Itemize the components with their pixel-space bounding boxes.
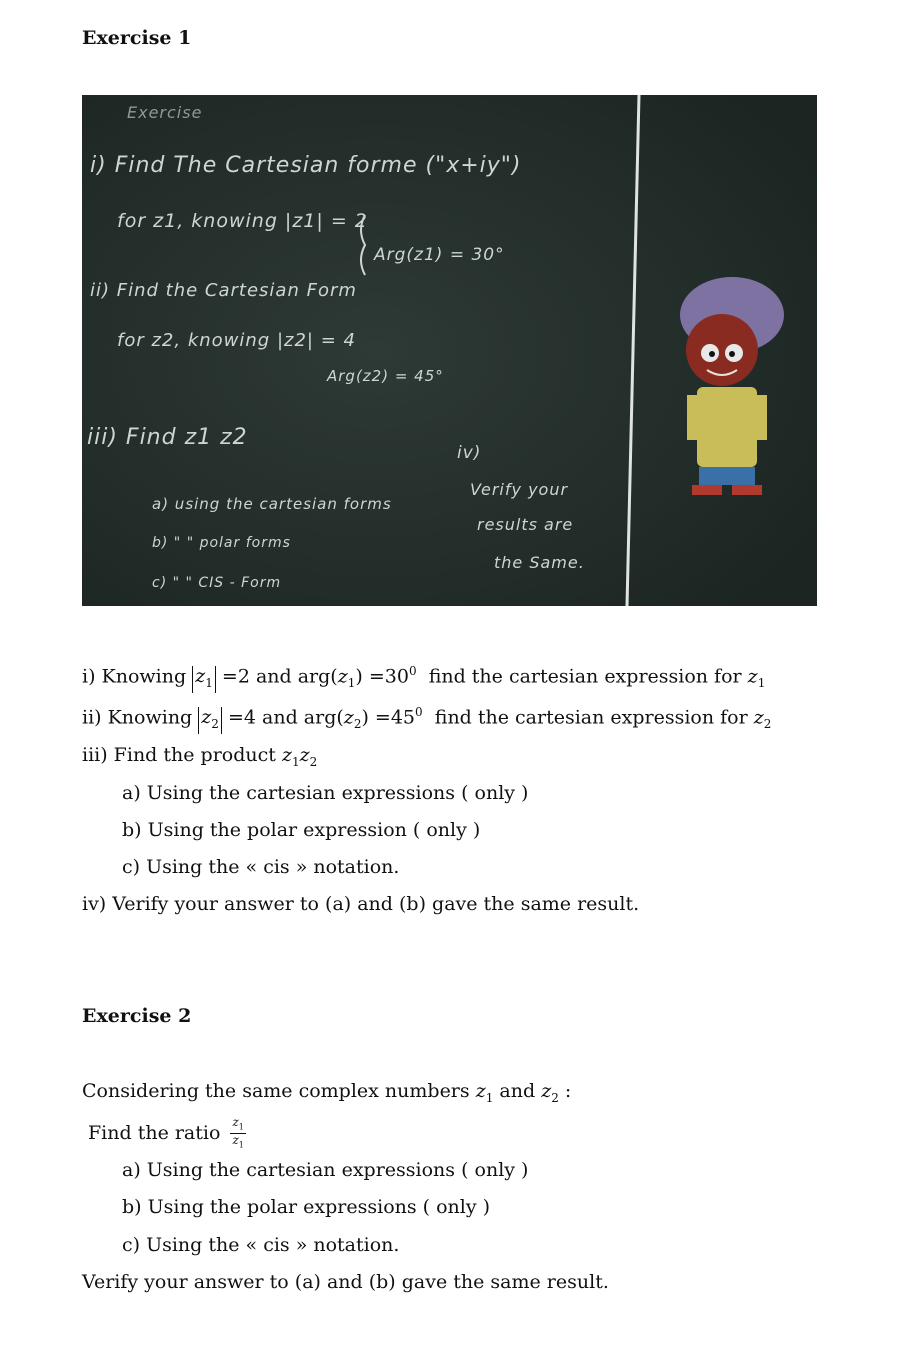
exercise-2-heading: Exercise 2 bbox=[82, 1005, 192, 1027]
board-line-10: c) " " CIS - Form bbox=[152, 575, 282, 591]
board-line-8: a) using the cartesian forms bbox=[152, 495, 392, 513]
board-line-7: iii) Find z1 z2 bbox=[87, 425, 248, 450]
board-line-5: for z2, knowing |z2| = 4 bbox=[117, 330, 356, 351]
board-line-12: Verify your bbox=[470, 480, 569, 499]
board-line-1: i) Find The Cartesian forme ("x+iy") bbox=[90, 153, 522, 178]
ex2-ratio: Find the ratio $\frac{z_1}{z_1}$ bbox=[88, 1115, 244, 1150]
ratio-fraction: $\frac{z_1}{z_1}$ bbox=[232, 1115, 244, 1150]
board-line-4: ii) Find the Cartesian Form bbox=[90, 280, 357, 301]
ex2-intro: Considering the same complex numbers $z_1$ and $z_2$ : bbox=[82, 1080, 572, 1105]
ex2-verify: Verify your answer to (a) and (b) gave the same result. bbox=[82, 1271, 609, 1293]
board-line-13: results are bbox=[477, 515, 574, 534]
board-line-14: the Same. bbox=[494, 553, 585, 572]
chalkboard-photo bbox=[82, 95, 817, 606]
ex2-item-c: c) Using the « cis » notation. bbox=[122, 1234, 400, 1256]
board-line-2: for z1, knowing |z1| = 2 bbox=[117, 210, 368, 232]
board-line-title: Exercise bbox=[127, 103, 203, 122]
item-iii-b: b) Using the polar expression ( only ) bbox=[122, 819, 481, 841]
item-iii: iii) Find the product $z_1z_2$ bbox=[82, 744, 318, 769]
exercise-1-heading: Exercise 1 bbox=[82, 27, 192, 49]
board-line-6: Arg(z2) = 45° bbox=[327, 367, 444, 385]
ex2-item-a: a) Using the cartesian expressions ( only ) bbox=[122, 1159, 529, 1181]
board-line-3: Arg(z1) = 30° bbox=[374, 245, 505, 265]
board-line-11: iv) bbox=[457, 443, 482, 463]
item-iii-c: c) Using the « cis » notation. bbox=[122, 856, 400, 878]
item-iv: iv) Verify your answer to (a) and (b) gave the same result. bbox=[82, 893, 640, 915]
item-iii-a: a) Using the cartesian expressions ( only ) bbox=[122, 782, 529, 804]
ex2-item-b: b) Using the polar expressions ( only ) bbox=[122, 1196, 491, 1218]
item-ii: ii) Knowing $z_2 =4$ and $arg(z_2) =45^0$ find the cartesian expression for $z_2$ bbox=[82, 705, 771, 734]
item-i: i) Knowing $z_1 =2$ and $arg(z_1) =30^0$ find the cartesian expression for $z_1$ bbox=[82, 664, 765, 693]
board-line-9: b) " " polar forms bbox=[152, 535, 291, 551]
